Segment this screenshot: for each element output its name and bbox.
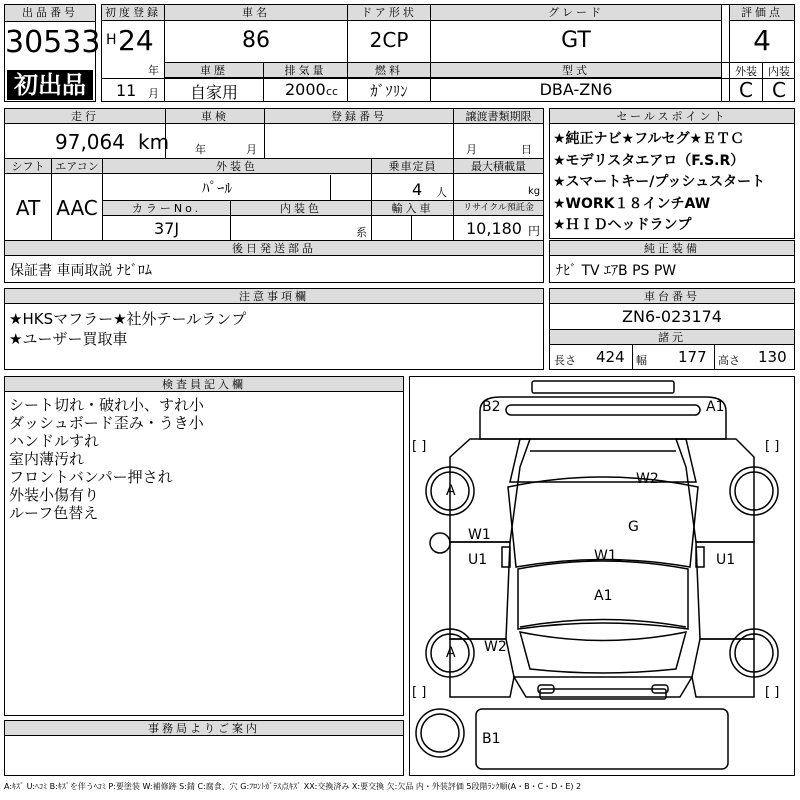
inspector-line: ルーフ色替え <box>9 504 99 522</box>
mark-a1-roof: A1 <box>594 588 613 604</box>
shift: AT <box>15 196 41 220</box>
mark-a1-front: A1 <box>706 399 725 415</box>
recycle-label: リサイクル預託金 <box>454 201 543 216</box>
int-color-label: 内装色 <box>231 201 371 216</box>
equipment-box <box>549 240 795 283</box>
displacement: 2000 <box>285 80 326 99</box>
history: 自家用 <box>189 83 238 102</box>
bracket-left-bottom: [ ] <box>412 685 427 700</box>
inspector-line: 室内薄汚れ <box>9 450 85 468</box>
sales-point-line: ★純正ナビ★フルセグ★ＥＴＣ <box>553 131 745 147</box>
capacity-unit: 人 <box>436 186 447 199</box>
era: H <box>106 32 117 48</box>
model-label: 型式 <box>431 63 721 78</box>
chassis-box <box>549 288 795 370</box>
recycle-fee: 10,180 <box>466 219 522 238</box>
reg-year: 24 <box>118 24 154 57</box>
color-no-label: カラーNo. <box>103 201 230 216</box>
car-diagram <box>409 376 795 776</box>
inspection-year-unit: 年 <box>195 143 206 156</box>
int-color-suffix: 系 <box>356 226 367 239</box>
score: 4 <box>753 24 771 57</box>
mark-g: G <box>628 519 639 535</box>
grade-label: グレード <box>431 5 721 21</box>
lot-number-box <box>4 4 101 102</box>
note-line: ★HKSマフラー★社外テールランプ <box>9 310 247 328</box>
exterior-grade: C <box>739 78 753 102</box>
recycle-unit: 円 <box>528 224 541 238</box>
fuel-label: 燃料 <box>348 63 430 78</box>
fuel: ｶﾞｿﾘﾝ <box>370 82 408 100</box>
month-unit: 月 <box>148 87 159 100</box>
door-label: ドア形状 <box>348 5 430 21</box>
sales-points-label: セールスポイント <box>550 109 794 124</box>
interior-grade: C <box>772 78 786 102</box>
height: 130 <box>758 348 787 366</box>
sales-points-box <box>549 108 795 239</box>
note-line: ★ユーザー買取車 <box>9 330 128 348</box>
score-label: 評価点 <box>730 5 794 21</box>
ac: AAC <box>56 196 98 220</box>
sales-point-line: ★モデリスタエアロ（F.S.R） <box>553 152 745 169</box>
mileage-label: 走行 <box>5 109 165 124</box>
capacity-label: 乗車定員 <box>372 159 453 174</box>
mark-u1-right: U1 <box>716 552 736 568</box>
damage-legend: A:ｷｽﾞ U:ﾍｺﾐ B:ｷｽﾞを伴うﾍｺﾐ P:要塗装 W:補修跡 S:錆 C:腐食、穴 G:ﾌﾛﾝﾄｶﾞﾗｽ点ｷｽﾞ XX:交換済み X:要交換 欠:欠品 内・外装評価 5段階ﾗﾝｸ順(A・B・C・D・E) 2 <box>4 782 582 791</box>
lot-number-label: 出品番号 <box>5 5 95 22</box>
mark-b1: B1 <box>482 731 501 747</box>
inspector-line: ダッシュボード歪み・うき小 <box>9 414 204 432</box>
office-label: 事務局よりご案内 <box>5 721 403 736</box>
notes-box <box>4 288 544 370</box>
bracket-right-bottom: [ ] <box>765 685 780 700</box>
height-label: 高さ <box>718 354 740 367</box>
sales-point-line: ★スマートキー/プッシュスタート <box>553 174 766 190</box>
inspector-line: フロントバンパー押され <box>9 468 173 486</box>
grade: GT <box>561 28 591 53</box>
chassis-number: ZN6-023174 <box>622 307 722 326</box>
width-label: 幅 <box>636 354 647 367</box>
reg-no-label: 登録番号 <box>265 109 453 124</box>
lot-number: 30533 <box>5 25 101 60</box>
interior-grade-label: 内装 <box>768 65 790 78</box>
inspector-line: 外装小傷有り <box>9 486 100 504</box>
dims-label: 諸元 <box>550 330 794 345</box>
chassis-label: 車台番号 <box>550 289 794 304</box>
inspector-label: 検査員記入欄 <box>5 377 403 392</box>
sales-point-line: ★ＨＩＤヘッドランプ <box>553 217 692 233</box>
later-parts: 保証書 車両取説 ﾅﾋﾞﾛﾑ <box>10 263 152 279</box>
mark-w2-hood: W2 <box>636 471 659 487</box>
max-load-label: 最大積載量 <box>454 159 543 174</box>
transfer-label: 譲渡書類期限 <box>454 109 543 124</box>
equipment-items: ﾅﾋﾞ TV ｴｱB PS PW <box>556 263 677 279</box>
mark-w1-roof: W1 <box>594 548 617 564</box>
ext-color-label: 外装色 <box>103 159 371 174</box>
mark-u1-left: U1 <box>468 552 488 568</box>
door-type: 2CP <box>369 28 409 52</box>
transfer-day-unit: 日 <box>521 143 532 156</box>
mark-a-rear-left-wheel: A <box>446 645 456 661</box>
inspector-line: ハンドルすれ <box>9 432 100 450</box>
inspection-month-unit: 月 <box>246 143 257 156</box>
length-label: 長さ <box>554 354 576 367</box>
mileage-unit: km <box>138 130 170 154</box>
car-name: 86 <box>242 28 270 53</box>
import-label: 輸入車 <box>372 201 453 216</box>
exterior-grade-label: 外装 <box>735 65 757 78</box>
mark-a-front-left-wheel: A <box>446 483 456 499</box>
max-load-unit: kg <box>528 186 541 197</box>
bracket-right-top: [ ] <box>765 439 780 454</box>
first-reg-label: 初度登録 <box>102 5 164 21</box>
equipment-label: 純正装備 <box>550 241 794 256</box>
length: 424 <box>596 348 625 366</box>
mark-w2-rear: W2 <box>484 639 507 655</box>
first-listing-badge: 初出品 <box>7 70 93 100</box>
mark-b2: B2 <box>482 399 501 415</box>
inspector-box <box>4 376 404 716</box>
car-outline-diagram <box>410 377 794 775</box>
history-label: 車歴 <box>165 63 263 78</box>
shift-label: シフト <box>5 159 51 174</box>
notes-label: 注意事項欄 <box>5 289 543 304</box>
office-box <box>4 720 404 776</box>
sales-point-line: ★WORK１８インチAW <box>553 195 711 212</box>
transfer-month-unit: 月 <box>466 143 477 156</box>
bracket-left-top: [ ] <box>412 439 427 454</box>
ac-label: エアコン <box>52 159 102 174</box>
displacement-label: 排気量 <box>264 63 347 78</box>
capacity: 4 <box>412 180 423 199</box>
inspection-label: 車検 <box>166 109 264 124</box>
model: DBA-ZN6 <box>539 80 613 99</box>
ext-color: ﾊﾟｰﾙ <box>201 179 232 197</box>
mileage: 97,064 <box>55 130 125 154</box>
displacement-unit: cc <box>326 85 339 98</box>
later-parts-label: 後日発送部品 <box>5 241 543 256</box>
mark-w1-left: W1 <box>468 527 491 543</box>
reg-month: 11 <box>116 81 137 100</box>
year-unit: 年 <box>148 64 159 77</box>
width: 177 <box>678 348 707 366</box>
car-name-label: 車名 <box>165 5 347 21</box>
color-no: 37J <box>153 219 180 238</box>
inspector-line: シート切れ・破れ小、すれ小 <box>9 396 205 414</box>
